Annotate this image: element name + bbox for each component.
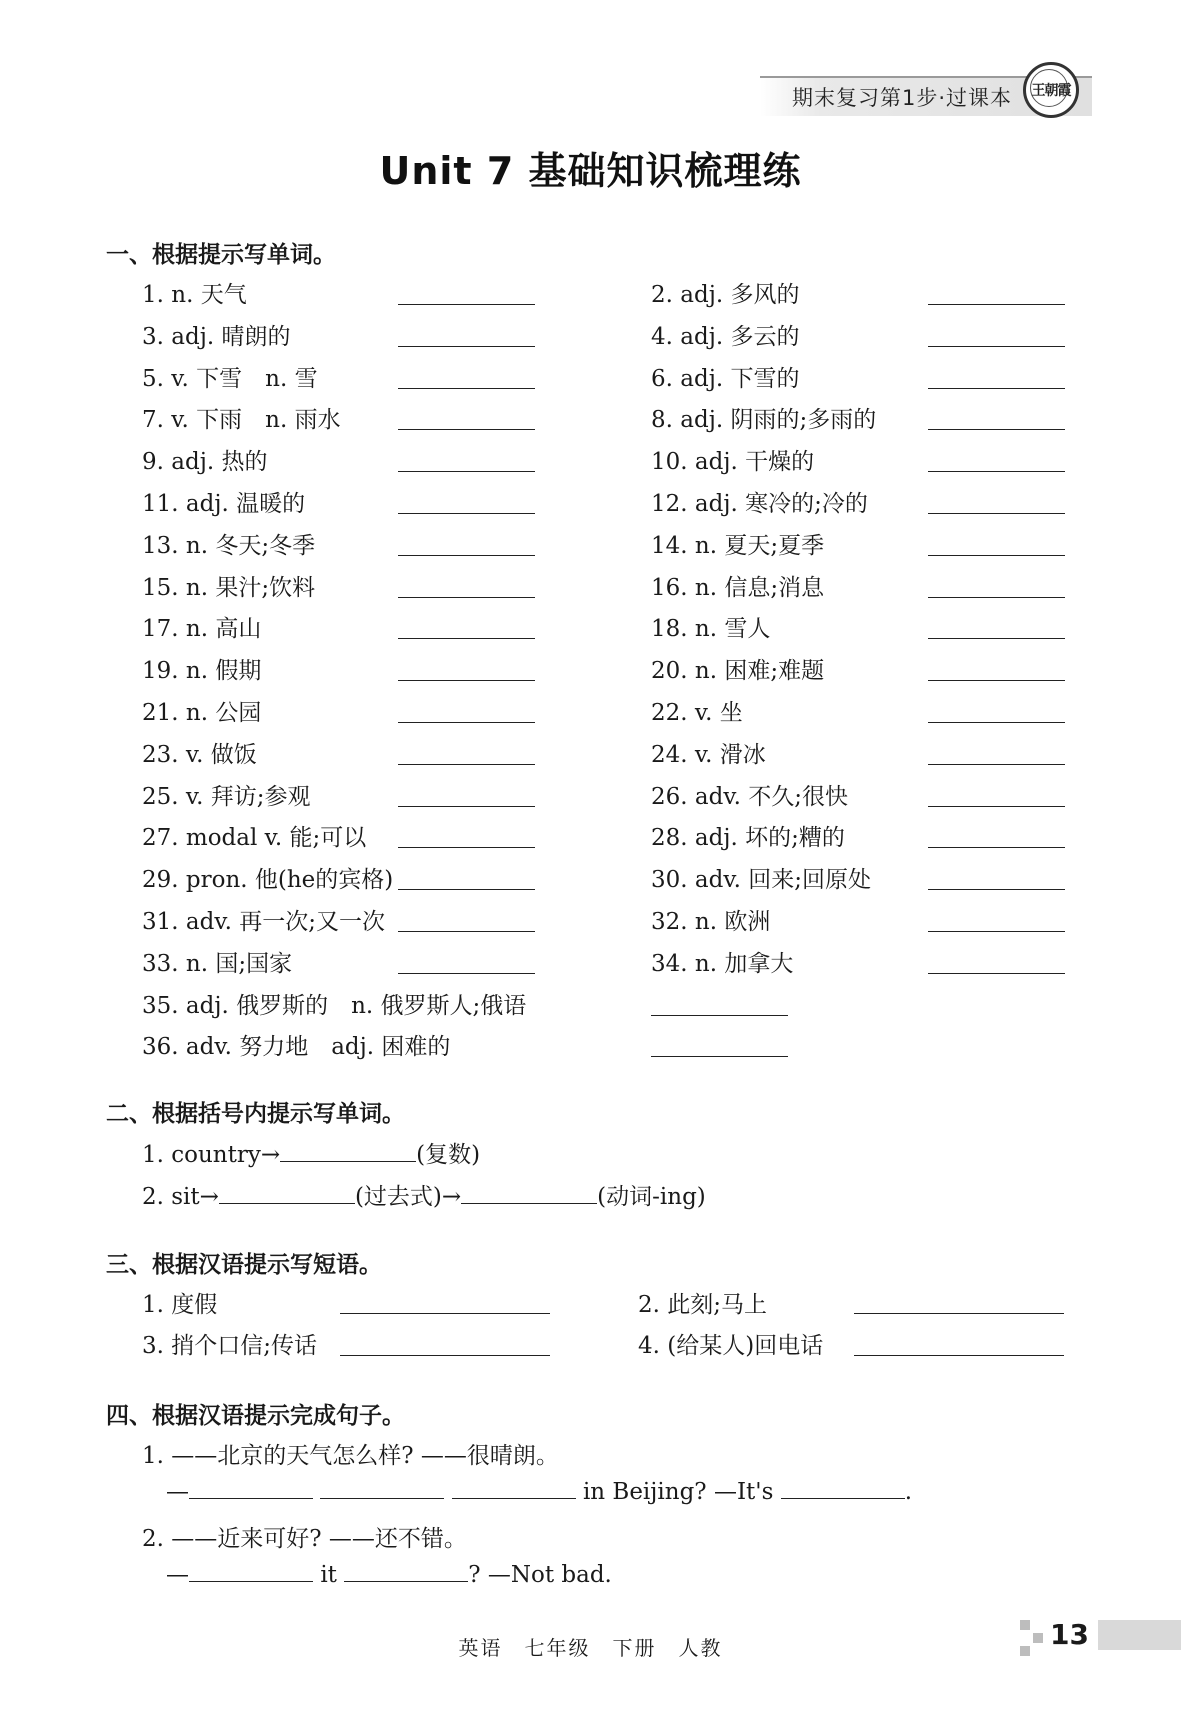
page-number: 13 [1050, 1618, 1089, 1651]
answer-blank[interactable] [398, 847, 535, 848]
answer-blank[interactable] [928, 764, 1065, 765]
logo-text: 王朝霞 [1031, 83, 1071, 99]
answer-blank[interactable] [651, 1015, 788, 1016]
answer-blank[interactable] [398, 471, 535, 472]
answer-blank[interactable] [398, 346, 535, 347]
section4-heading: 四、根据汉语提示完成句子。 [106, 1403, 405, 1429]
section1-heading: 一、根据提示写单词。 [106, 242, 336, 268]
vocab-item: 36. adv. 努力地 adj. 困难的 [142, 1034, 451, 1060]
footer-text: 英语 七年级 下册 人教 [458, 1636, 723, 1660]
answer-blank[interactable] [398, 304, 535, 305]
answer-blank[interactable] [398, 973, 535, 974]
section2-item-1: 1. country→ (复数) [142, 1142, 481, 1168]
answer-blank[interactable] [928, 388, 1065, 389]
page-number-bar [1098, 1620, 1181, 1650]
answer-blank[interactable] [854, 1313, 1064, 1314]
answer-blank[interactable] [928, 847, 1065, 848]
answer-blank[interactable] [928, 513, 1065, 514]
vocab-item: 35. adj. 俄罗斯的 n. 俄罗斯人;俄语 [142, 993, 527, 1019]
answer-blank[interactable] [280, 1141, 416, 1162]
answer-blank[interactable] [928, 555, 1065, 556]
vocab-item: 22. v. 坐 [651, 700, 743, 726]
vocab-item: 2. adj. 多风的 [651, 282, 800, 308]
vocab-item: 32. n. 欧洲 [651, 909, 771, 935]
answer-blank[interactable] [398, 429, 535, 430]
vocab-item: 30. adv. 回来;回原处 [651, 867, 871, 893]
phrase-item-1: 1. 度假 [142, 1292, 218, 1318]
answer-blank[interactable] [928, 597, 1065, 598]
sentence-answer-2: — it ? —Not bad. [166, 1562, 612, 1588]
answer-blank[interactable] [398, 680, 535, 681]
answer-blank[interactable] [344, 1561, 468, 1582]
answer-blank[interactable] [928, 931, 1065, 932]
vocab-item: 13. n. 冬天;冬季 [142, 533, 316, 559]
answer-blank[interactable] [928, 471, 1065, 472]
vocab-item: 15. n. 果汁;饮料 [142, 575, 316, 601]
answer-blank[interactable] [928, 304, 1065, 305]
vocab-item: 6. adj. 下雪的 [651, 366, 800, 392]
vocab-item: 28. adj. 坏的;糟的 [651, 825, 845, 851]
section3-heading: 三、根据汉语提示写短语。 [106, 1252, 382, 1278]
answer-blank[interactable] [320, 1478, 444, 1499]
vocab-item: 31. adv. 再一次;又一次 [142, 909, 385, 935]
answer-blank[interactable] [928, 346, 1065, 347]
corner-square [1020, 1620, 1030, 1630]
page-title: Unit 7 基础知识梳理练 [379, 149, 802, 193]
answer-blank[interactable] [340, 1313, 550, 1314]
vocab-item: 26. adv. 不久;很快 [651, 784, 848, 810]
answer-blank[interactable] [340, 1355, 550, 1356]
vocab-item: 8. adj. 阴雨的;多雨的 [651, 407, 877, 433]
vocab-item: 10. adj. 干燥的 [651, 449, 815, 475]
answer-blank[interactable] [928, 429, 1065, 430]
sentence-prompt-1: 1. ——北京的天气怎么样? ——很晴朗。 [142, 1443, 559, 1469]
vocab-item: 20. n. 困难;难题 [651, 658, 825, 684]
answer-blank[interactable] [928, 806, 1065, 807]
phrase-item-2: 2. 此刻;马上 [638, 1292, 768, 1318]
vocab-item: 3. adj. 晴朗的 [142, 324, 291, 350]
answer-blank[interactable] [928, 722, 1065, 723]
answer-blank[interactable] [398, 388, 535, 389]
answer-blank[interactable] [398, 764, 535, 765]
answer-blank[interactable] [452, 1478, 576, 1499]
answer-blank[interactable] [398, 722, 535, 723]
answer-blank[interactable] [928, 680, 1065, 681]
answer-blank[interactable] [398, 555, 535, 556]
vocab-item: 5. v. 下雪 n. 雪 [142, 366, 318, 392]
corner-square [1033, 1633, 1043, 1643]
answer-blank[interactable] [398, 931, 535, 932]
vocab-item: 9. adj. 热的 [142, 449, 268, 475]
header-label: 期末复习第1步·过课本 [792, 86, 1013, 110]
vocab-item: 19. n. 假期 [142, 658, 262, 684]
vocab-item: 34. n. 加拿大 [651, 951, 794, 977]
answer-blank[interactable] [398, 638, 535, 639]
answer-blank[interactable] [461, 1183, 597, 1204]
vocab-item: 24. v. 滑冰 [651, 742, 766, 768]
vocab-item: 21. n. 公园 [142, 700, 262, 726]
vocab-item: 27. modal v. 能;可以 [142, 825, 367, 851]
section2-item-2: 2. sit→ (过去式)→ (动词-ing) [142, 1184, 706, 1210]
vocab-item: 18. n. 雪人 [651, 616, 771, 642]
answer-blank[interactable] [928, 889, 1065, 890]
vocab-item: 12. adj. 寒冷的;冷的 [651, 491, 868, 517]
phrase-item-3: 3. 捎个口信;传话 [142, 1333, 318, 1359]
sentence-answer-1: — in Beijing? —It's . [166, 1479, 913, 1505]
corner-square [1020, 1646, 1030, 1656]
vocab-item: 25. v. 拜访;参观 [142, 784, 311, 810]
answer-blank[interactable] [398, 513, 535, 514]
answer-blank[interactable] [928, 973, 1065, 974]
vocab-item: 23. v. 做饭 [142, 742, 257, 768]
vocab-item: 11. adj. 温暖的 [142, 491, 306, 517]
answer-blank[interactable] [854, 1355, 1064, 1356]
answer-blank[interactable] [189, 1561, 313, 1582]
vocab-item: 29. pron. 他(he的宾格) [142, 867, 394, 893]
phrase-item-4: 4. (给某人)回电话 [638, 1333, 824, 1359]
vocab-item: 14. n. 夏天;夏季 [651, 533, 825, 559]
section2-heading: 二、根据括号内提示写单词。 [106, 1101, 405, 1127]
answer-blank[interactable] [651, 1056, 788, 1057]
answer-blank[interactable] [219, 1183, 355, 1204]
sentence-prompt-2: 2. ——近来可好? ——还不错。 [142, 1526, 467, 1552]
vocab-item: 16. n. 信息;消息 [651, 575, 825, 601]
answer-blank[interactable] [781, 1478, 905, 1499]
vocab-item: 7. v. 下雨 n. 雨水 [142, 407, 341, 433]
vocab-item: 1. n. 天气 [142, 282, 247, 308]
answer-blank[interactable] [398, 806, 535, 807]
answer-blank[interactable] [398, 889, 535, 890]
brand-logo [1023, 62, 1079, 118]
answer-blank[interactable] [928, 638, 1065, 639]
answer-blank[interactable] [189, 1478, 313, 1499]
answer-blank[interactable] [398, 597, 535, 598]
vocab-item: 4. adj. 多云的 [651, 324, 800, 350]
vocab-item: 33. n. 国;国家 [142, 951, 293, 977]
vocab-item: 17. n. 高山 [142, 616, 262, 642]
